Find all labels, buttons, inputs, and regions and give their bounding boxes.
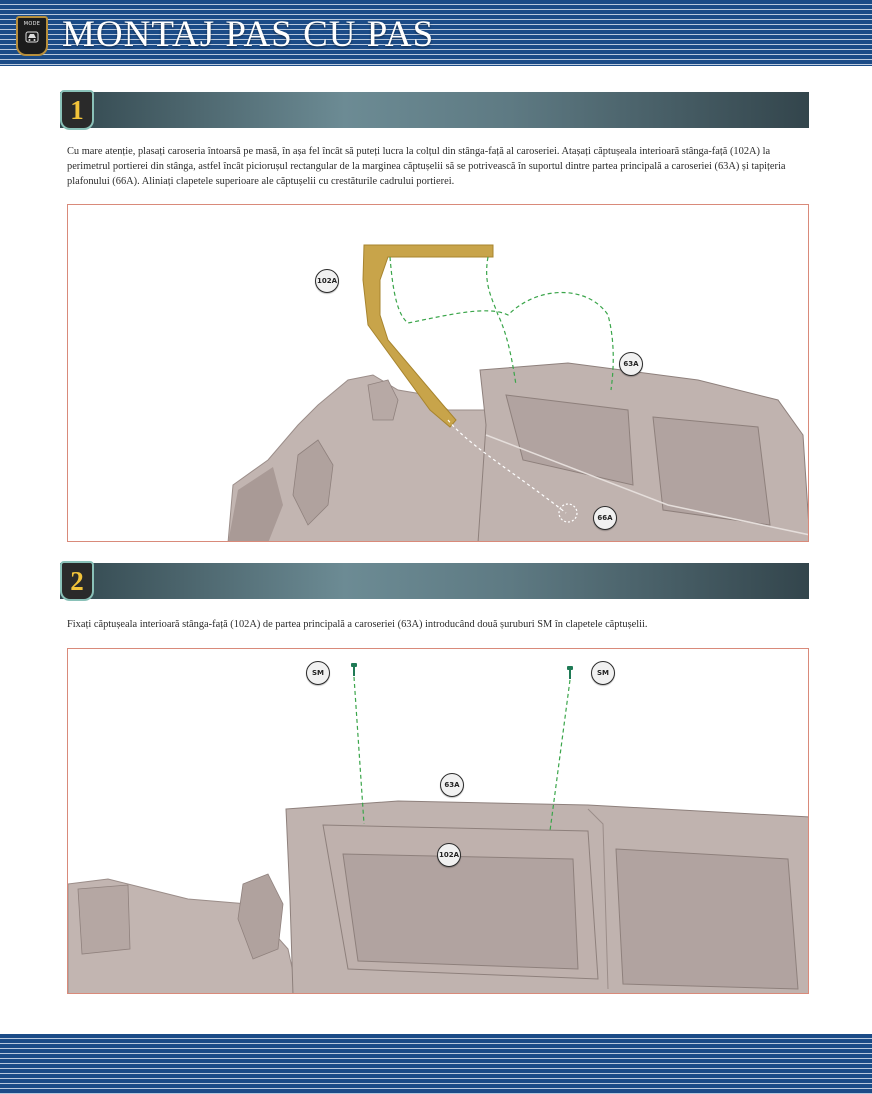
header-band — [0, 0, 872, 66]
screw-left-icon — [351, 663, 357, 676]
chassis-block — [78, 885, 130, 954]
door-recess-rear — [616, 849, 798, 989]
step-1-instruction: Cu mare atenție, plasați caroseria întoarsă pe masă, în așa fel încât să puteți lucra la colțul din stânga-față al caroseriei. Atașați căptușeala interioară stânga-față (102A) la perimetrul portierei din stânga, astfel încât piciorușul rectangular de la marginea căptușelii să se potrivească în suportul dintre partea principală a caroseriei (63A) și tapițeria plafonului (66A). Aliniați clapetele superioare ale căptușelii cu crestăturile cadrului portierei. — [67, 146, 786, 187]
callout-66a: 66A — [593, 506, 617, 530]
chassis-bracket — [368, 380, 398, 420]
logo-text: MODE — [23, 21, 41, 27]
step-2-header — [60, 563, 809, 599]
step-1-number: 1 — [60, 90, 94, 130]
step-2-instruction: Fixați căptușeala interioară stânga-față (102A) de partea principală a caroseriei (63A) introducând două șuruburi SM în clapetele căptușelii. — [67, 619, 648, 630]
footer-band — [0, 1034, 872, 1094]
door-recess-rear — [653, 417, 770, 525]
step-2-drawing — [68, 649, 809, 994]
car-emblem-icon — [24, 29, 40, 45]
door-recess-front — [343, 854, 578, 969]
screw-right-icon — [567, 666, 573, 679]
step-1-illustration — [67, 204, 809, 542]
guide-line-to-slot-front — [487, 257, 516, 385]
callout-102a: 102A — [437, 843, 461, 867]
callout-102a: 102A — [315, 269, 339, 293]
page-title: MONTAJ PAS CU PAS — [62, 14, 435, 55]
guide-line-screw-left — [354, 677, 364, 824]
callout-sm-right: SM — [591, 661, 615, 685]
step-2-number: 2 — [60, 561, 94, 601]
callout-sm-left: SM — [306, 661, 330, 685]
step-1-header — [60, 92, 809, 128]
step-2-illustration — [67, 648, 809, 994]
step-1-drawing — [68, 205, 809, 542]
callout-63a: 63A — [619, 352, 643, 376]
brand-logo — [16, 16, 48, 56]
callout-63a: 63A — [440, 773, 464, 797]
